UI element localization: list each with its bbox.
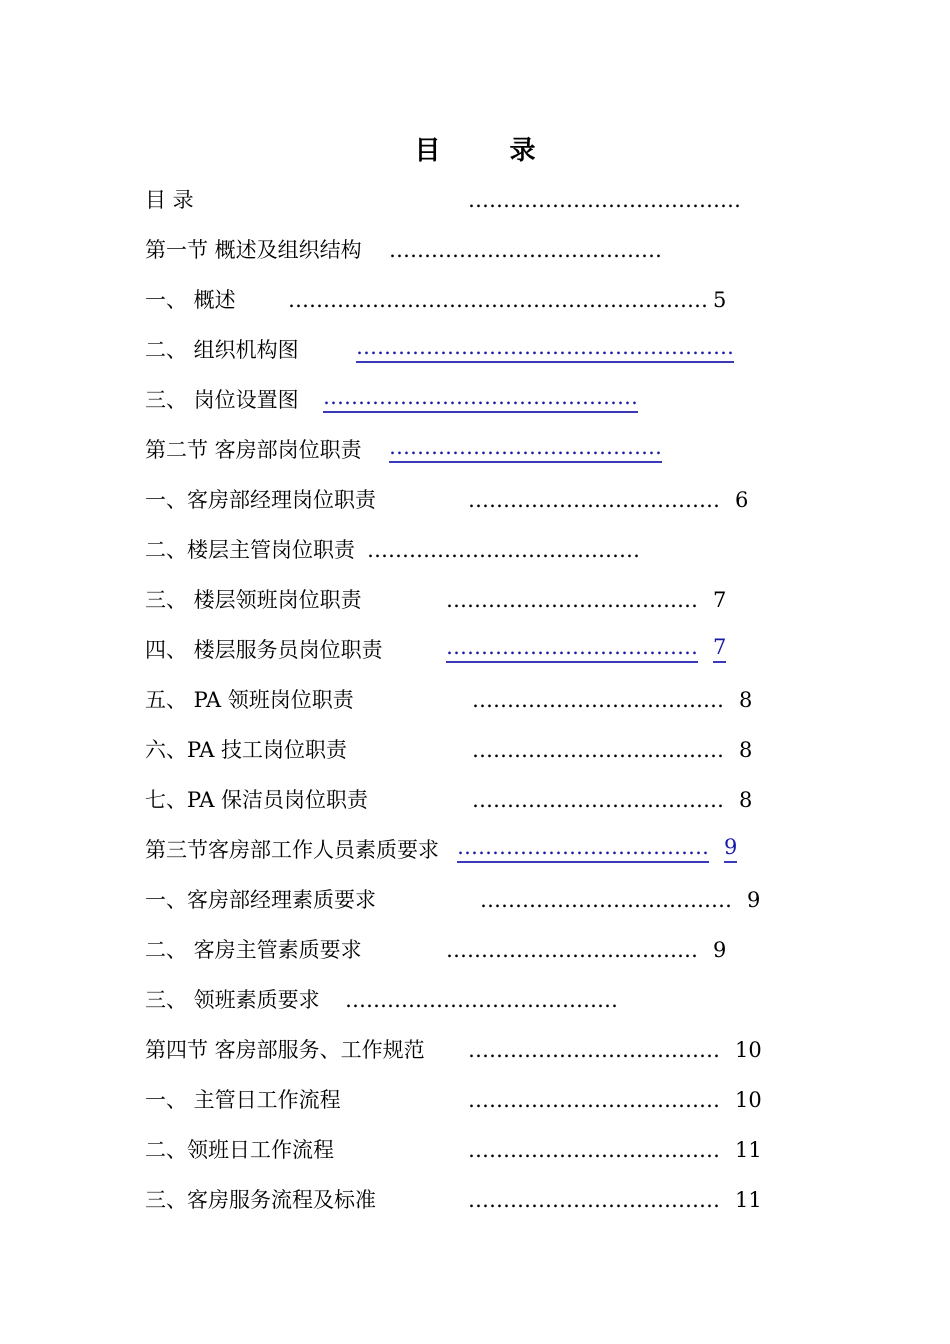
toc-entry-leader: ………………………………… [345,988,618,1012]
toc-entry-leader: ……………………………… [468,1138,720,1162]
toc-entry-label: 三、 岗位设置图 [145,388,299,412]
toc-entry-label: 一、客房部经理素质要求 [145,888,376,912]
toc-entry-page: 11 [735,1138,762,1162]
toc-entry-leader: ……………………………… [480,888,732,912]
toc-entry-leader: ………………………………… [468,188,741,212]
toc-entry-page: 11 [735,1188,762,1212]
toc-entry-page: 8 [739,738,753,762]
toc-entry-page: 5 [713,288,727,312]
toc-entry-label: 三、客房服务流程及标准 [145,1188,376,1212]
toc-entry-label: 二、 客房主管素质要求 [145,938,362,962]
toc-entry-label: 七、PA 保洁员岗位职责 [145,788,369,812]
toc-entry-page: 9 [747,888,761,912]
toc-entry-label: 四、 楼层服务员岗位职责 [145,638,383,662]
toc-entry-page: 7 [713,588,727,612]
toc-entry-page[interactable]: 9 [724,833,737,863]
toc-entry-label: 六、PA 技工岗位职责 [145,738,348,762]
toc-entry-label: 目 录 [145,188,194,212]
toc-entry-page: 9 [713,938,727,962]
toc-entry-page: 10 [735,1088,762,1112]
toc-entry-label: 二、楼层主管岗位职责 [145,538,355,562]
toc-entry-leader: ……………………………… [446,588,698,612]
toc-entry-label: 一、 概述 [145,288,236,312]
toc-entry-leader: ……………………………… [446,938,698,962]
toc-entry-leader: ………………………………… [389,238,662,262]
toc-entry-leader[interactable]: ……………………………… [457,833,709,863]
toc-entry-leader: ……………………………… [472,738,724,762]
toc-entry-leader: ……………………………… [468,1088,720,1112]
toc-entry-label: 第一节 概述及组织结构 [145,238,362,262]
toc-entry-leader[interactable]: ……………………………………………… [356,333,734,363]
toc-entry-label: 五、 PA 领班岗位职责 [145,688,354,712]
toc-entry-page: 6 [735,488,749,512]
toc-entry-label: 三、 楼层领班岗位职责 [145,588,362,612]
toc-entry-page[interactable]: 7 [713,633,726,663]
toc-entry-leader[interactable]: ……………………………… [446,633,698,663]
toc-entry-leader: ……………………………… [468,1038,720,1062]
toc-entry-leader: ……………………………… [472,788,724,812]
toc-title: 目 录 [414,136,566,166]
toc-entry-leader[interactable]: ………………………………… [389,433,662,463]
toc-entry-label: 第二节 客房部岗位职责 [145,438,362,462]
toc-entry-label: 第四节 客房部服务、工作规范 [145,1038,425,1062]
toc-entry-page: 8 [739,788,753,812]
toc-entry-label: 第三节客房部工作人员素质要求 [145,838,439,862]
toc-entry-page: 8 [739,688,753,712]
toc-entry-leader[interactable]: ……………………………………… [323,383,638,413]
toc-entry-label: 一、 主管日工作流程 [145,1088,341,1112]
toc-entry-label: 三、 领班素质要求 [145,988,320,1012]
toc-entry-leader: ……………………………… [468,488,720,512]
toc-entry-leader: …………………………………………………… [288,288,708,312]
toc-entry-label: 二、领班日工作流程 [145,1138,334,1162]
toc-entry-leader: ………………………………… [367,538,640,562]
toc-entry-label: 二、 组织机构图 [145,338,299,362]
toc-entry-page: 10 [735,1038,762,1062]
toc-entry-leader: ……………………………… [472,688,724,712]
toc-entry-label: 一、客房部经理岗位职责 [145,488,376,512]
toc-entry-leader: ……………………………… [468,1188,720,1212]
